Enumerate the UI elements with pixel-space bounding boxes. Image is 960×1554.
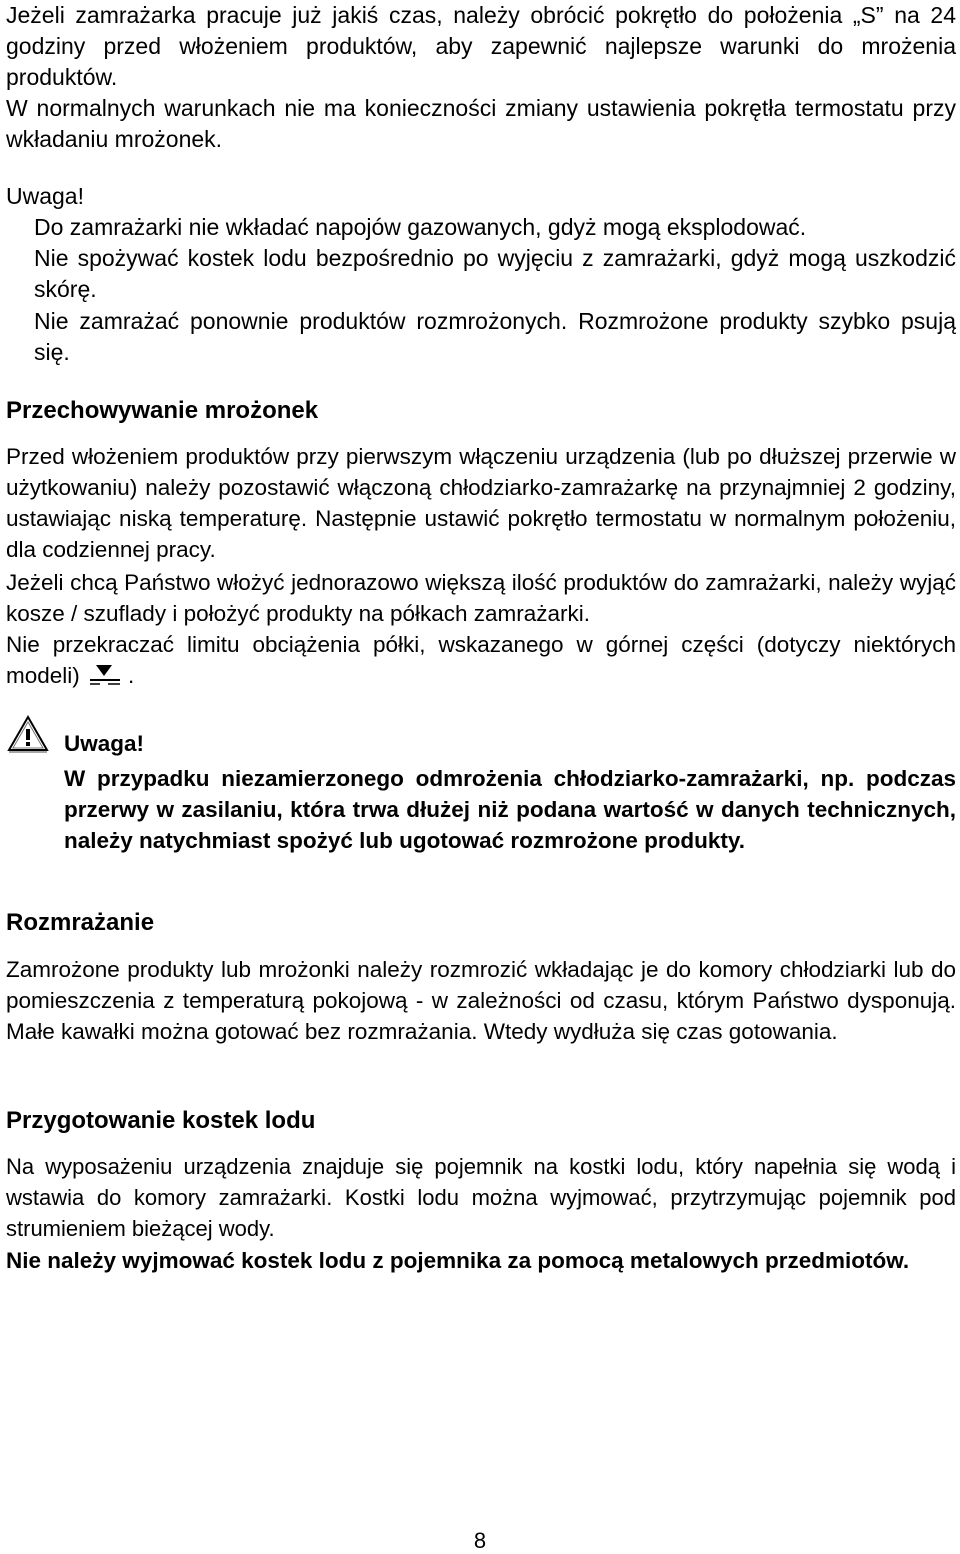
ice-warning: Nie należy wyjmować kostek lodu z pojemnika za pomocą metalowych przedmiotów. [6,1248,910,1273]
storage-paragraph-3-text: Nie przekraczać limitu obciążenia półki, wskazanego w górnej części (dotyczy niektórych modeli) [6,632,956,688]
storage-paragraph-3 [6,629,956,691]
intro-paragraph-1: Jeżeli zamrażarka pracuje już jakiś czas, należy obrócić pokrętło do położenia „S” na 24 godziny przed włożeniem produktów, aby zapewnić najlepsze warunki do mrożenia produktów. [6,2,956,90]
heading-thawing: Rozmrażanie [6,909,155,936]
note-line-2: Nie spożywać kostek lodu bezpośrednio po wyjęciu z zamrażarki, gdyż mogą uszkodzić skórę. [34,245,956,302]
warning-label: Uwaga! [64,731,145,756]
warning-box [64,728,956,856]
intro-paragraph-2: W normalnych warunkach nie ma konieczności zmiany ustawienia pokrętła termostatu przy wkładaniu mrożonek. [6,95,956,152]
warning-triangle-icon [6,714,50,754]
load-limit-icon [86,662,128,682]
ice-paragraph: Na wyposażeniu urządzenia znajduje się pojemnik na kostki lodu, który napełnia się wodą i wstawia do komory zamrażarki. Kostki lodu można wyjmować, przytrzymując pojemnik pod strumieniem bieżącej wody. [6,1154,956,1241]
storage-paragraph-1: Przed włożeniem produktów przy pierwszym włączeniu urządzenia (lub po dłuższej przerwie w użytkowaniu) należy pozostawić włączoną chłodziarko-zamrażarkę na przynajmniej 2 godziny, ustawiając niską temperaturę. Następnie ustawić pokrętło termostatu w normalnym położeniu, dla codziennej pracy. [6,444,956,562]
note-line-3: Nie zamrażać ponownie produktów rozmrożonych. Rozmrożone produkty szybko psują się. [34,308,956,365]
page-number: 8 [473,1528,487,1553]
storage-paragraph-2: Jeżeli chcą Państwo włożyć jednorazowo większą ilość produktów do zamrażarki, należy wyjąć kosze / szuflady i położyć produkty na półkach zamrażarki. [6,570,956,626]
thawing-paragraph: Zamrożone produkty lub mrożonki należy rozmrozić wkładając je do komory chłodziarki lub do pomieszczenia z temperaturą pokojową - w zależności od czasu, którym Państwo dysponują. Małe kawałki można gotować bez rozmrażania. Wtedy wydłuża się czas gotowania. [6,957,956,1044]
storage-paragraph-3-end: . [128,663,135,688]
note-label: Uwaga! [6,183,84,209]
note-line-1: Do zamrażarki nie wkładać napojów gazowanych, gdyż mogą eksplodować. [34,214,807,240]
heading-ice-cubes: Przygotowanie kostek lodu [6,1107,316,1134]
heading-storage: Przechowywanie mrożonek [6,397,319,424]
warning-text: W przypadku niezamierzonego odmrożenia chłodziarko-zamrażarki, np. podczas przerwy w zasilaniu, która trwa dłużej niż podana wartość w danych technicznych, należy natychmiast spożyć lub ugotować rozmrożone produkty. [64,766,956,853]
